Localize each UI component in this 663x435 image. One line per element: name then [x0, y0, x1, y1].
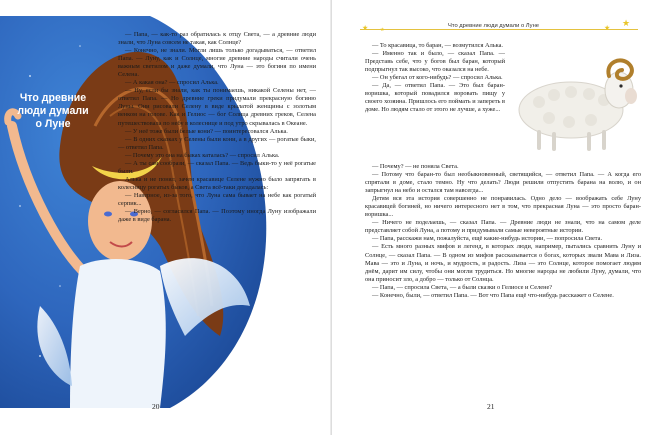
- chapter-title-line: о Луне: [35, 118, 71, 130]
- paragraph: — Папа, — как-то раз обратилась к отцу Света, — а древние люди знали, что Луна совсем не такая, как Солнце?: [118, 31, 316, 47]
- star-icon: ★: [622, 18, 631, 28]
- left-page-text: [118, 31, 316, 224]
- paragraph: — Папа, — спросила Света, — а были сказки о Гелиосе и Селене?: [372, 283, 553, 291]
- paragraph: — То красавица, то баран, — возмутился Алька.: [372, 42, 504, 49]
- paragraph: — Почему? — не поняла Света.: [372, 163, 459, 170]
- left-page: [0, 0, 331, 435]
- star-icon: ★: [604, 24, 611, 32]
- paragraph: — Папа, расскажи нам, пожалуйста, ещё какие-нибудь истории, — попросила Света.: [372, 235, 603, 243]
- paragraph: — В одних сказках у Селены были кони, а в других — рогатые быки, — ответил Папа.: [118, 135, 316, 151]
- chapter-title: [4, 92, 102, 131]
- paragraph: — Почему это она на быках каталась? — спросил Алька.: [125, 151, 280, 159]
- star-icon: ★: [380, 28, 385, 33]
- paragraph: — Ну, если бы знали, как ты понимаешь, никакой Селены нет, — ответил Папа. — Но древние греки придумали прекрасную богиню Луны. Они рисовали Селену в виде крылатой женщины с золотым венком на голове. Как и Гелиос — бог Солнца древних греков, Селена путешествовала по небу в колеснице и под утро скрывалась в Океане.: [118, 87, 316, 127]
- right-page-text-top: [365, 42, 505, 114]
- page-number: 21: [487, 402, 495, 411]
- paragraph: — Потому что баран-то был необыкновенный, светящийся, — ответил Папа. — А когда его спрятали в доме, стало темно. Ну что делать? Люди решили отпустить барана на волю, и он запрыгнул на небо и остался там навсегда...: [365, 171, 641, 195]
- ram-illustration: [509, 50, 645, 152]
- chapter-title-line: люди думали: [17, 105, 89, 117]
- right-page-text-bottom: [365, 163, 641, 300]
- page-number: 20: [152, 402, 160, 411]
- paragraph: — Конечно, были, — ответил Папа. — Вот что Папа ещё что-нибудь расскажет о Селене.: [372, 291, 614, 299]
- paragraph: — Ничего не поделаешь, — сказал Папа. — Древние люди не знали, что на самом деле представляет собой Луна, а потому и придумывали самые невероятные истории.: [365, 219, 641, 235]
- paragraph: Алька и не понял, зачем красавице Селене нужно было запрягать в колесницу рогатых быков, а Света всё-таки догадалась:: [118, 175, 316, 191]
- running-header: [360, 18, 638, 33]
- paragraph: — У неё тоже были белые кони? — поинтересовался Алька.: [125, 127, 288, 135]
- paragraph: — Именно так и было, — сказал Папа. — Представь себе, что у богов был баран, который подпрыгнул так высоко, что оказался на небе.: [365, 50, 505, 74]
- paragraph: — Наверное, из-за того, что Луна сама бывает на небе как рогатый серпик...: [118, 191, 316, 207]
- paragraph: Детям вся эта история совершенно не понравилась. Одно дело — воображать себе Луну красавицей богиней, но ничего интересного нет в том, что прекрасная Луна — это просто баран-воришка...: [365, 195, 641, 219]
- chapter-title-line: Что древние: [19, 92, 87, 104]
- paragraph: — Он убегал от кого-нибудь? — спросил Алька.: [372, 74, 503, 82]
- header-title: Что древние люди думали о Луне: [445, 23, 542, 29]
- paragraph: — Да, — ответил Папа. — Это был баран-воришка, который повадился воровать пищу у своего хозяина. Пришлось его поймать и запереть в доме. Но людям стало от этого не лучше, а хуже...: [365, 82, 505, 114]
- right-page: [332, 0, 663, 435]
- star-icon: ★: [362, 24, 369, 32]
- paragraph: — Есть много разных мифов и легенд, в которых люди, например, пытались сравнить Луну и Солнце, — сказал Папа. — В одном из мифов рассказывается о богах, которых звали Мава и Лиза. Мава — это и Луна, и ночь, и мудрость, и радость. Лиза — это Солнце, которое помогает людям днём, дарит им силу, чтобы они могли трудиться. Но многие народы не любили Луну, думали, что она приносит зло, а добро — только от Солнца.: [365, 243, 641, 283]
- paragraph: — А ты сам сообрази, — сказал Папа. — Ведь быки-то у неё рогатые были.: [118, 159, 316, 175]
- paragraph: — Конечно, не знали. Могли лишь только догадываться, — ответил Папа. — Луну, как и Солнце, многие древние народы считали очень важным светилом и даже думали, что Луна — это богиня по имени Селена.: [118, 47, 316, 79]
- paragraph: — Верно, — согласился Папа. — Поэтому иногда Луну изображали даже в виде барана.: [118, 208, 316, 224]
- paragraph: — А какая она? — спросил Алька.: [125, 79, 219, 87]
- header-rule: [360, 29, 638, 30]
